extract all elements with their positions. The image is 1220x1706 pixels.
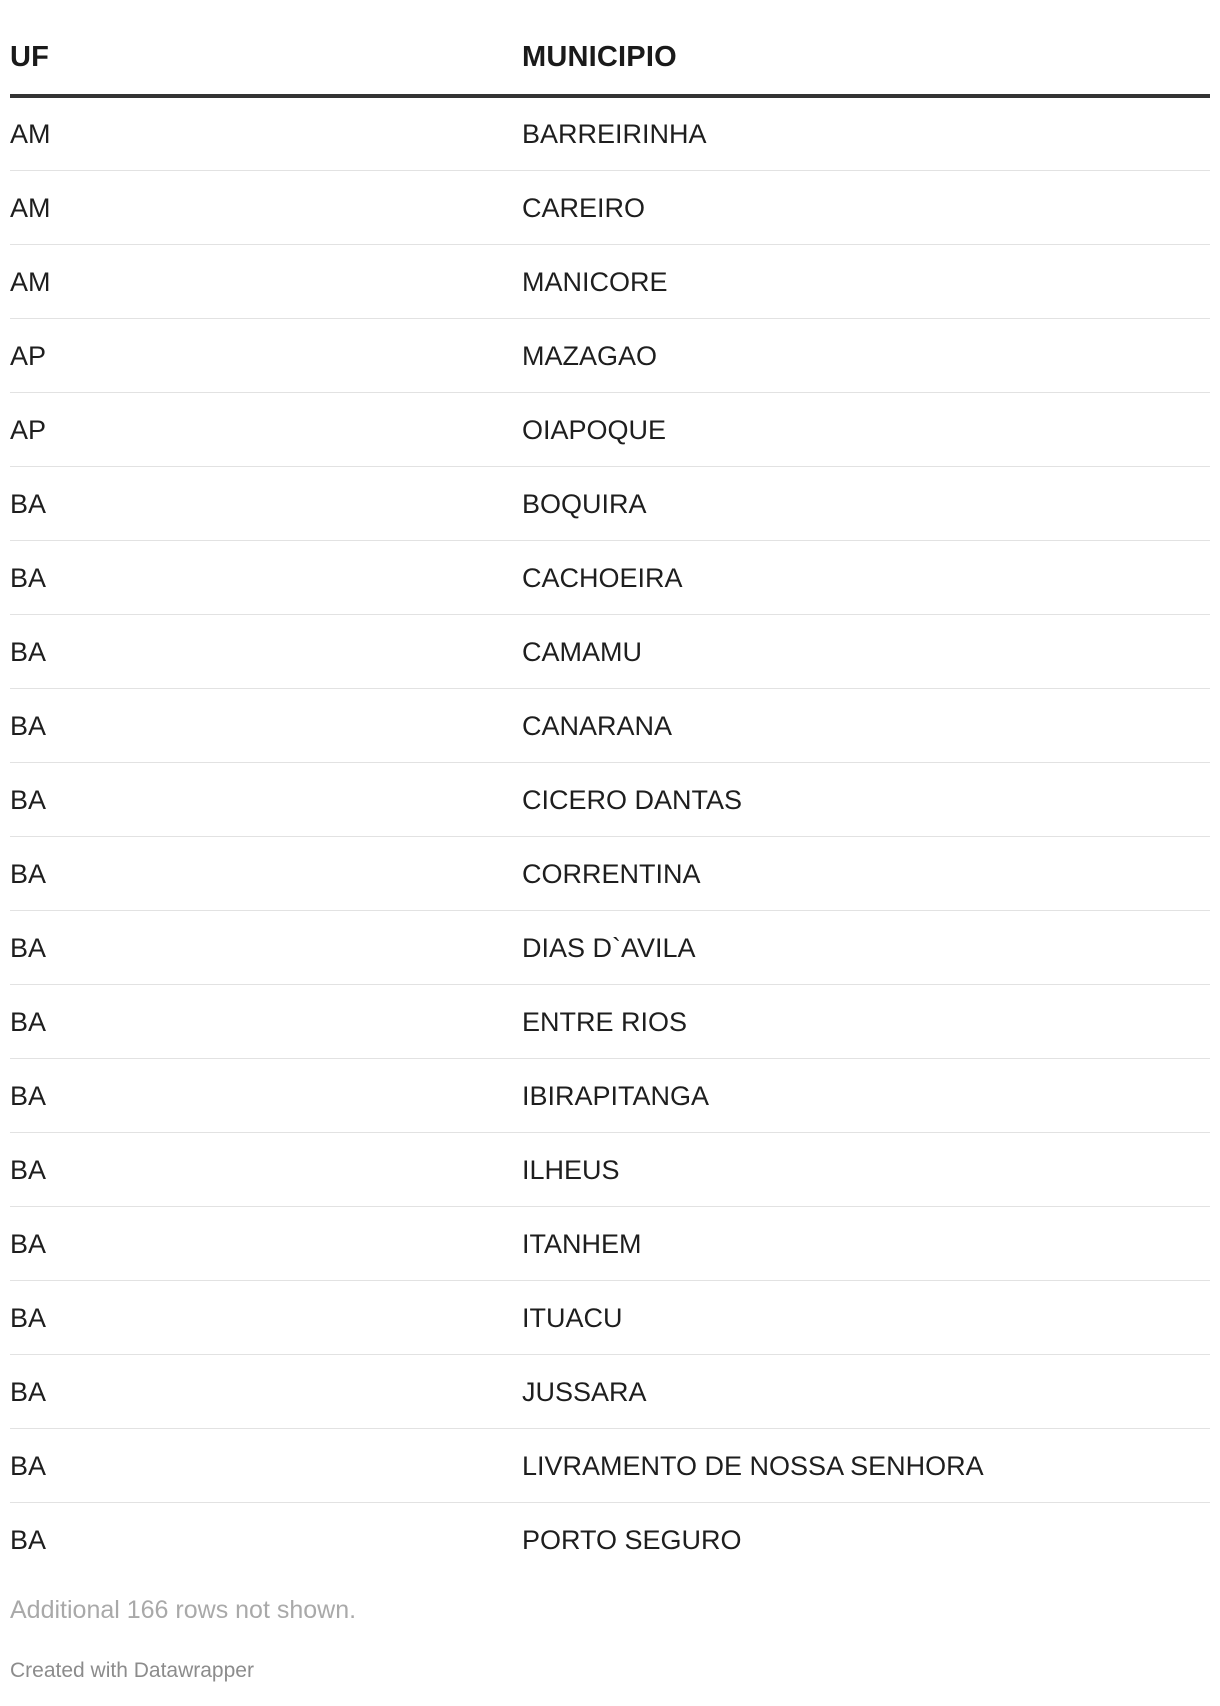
table-body: [10, 96, 1210, 1576]
cell-uf: AM: [10, 244, 522, 318]
cell-uf: BA: [10, 1206, 522, 1280]
cell-municipio: LIVRAMENTO DE NOSSA SENHORA: [522, 1428, 1210, 1502]
table-row: [10, 1280, 1210, 1354]
cell-municipio: IBIRAPITANGA: [522, 1058, 1210, 1132]
cell-municipio: MANICORE: [522, 244, 1210, 318]
cell-uf: BA: [10, 688, 522, 762]
table-row: [10, 1428, 1210, 1502]
table-row: [10, 1132, 1210, 1206]
cell-uf: AM: [10, 170, 522, 244]
column-header-uf[interactable]: UF: [10, 0, 522, 96]
table-row: [10, 614, 1210, 688]
cell-municipio: CAMAMU: [522, 614, 1210, 688]
table-row: [10, 170, 1210, 244]
table-row: [10, 688, 1210, 762]
rows-not-shown-note: Additional 166 rows not shown.: [10, 1596, 357, 1624]
table-row: [10, 244, 1210, 318]
table-row: [10, 1354, 1210, 1428]
table-row: [10, 910, 1210, 984]
table-row: [10, 540, 1210, 614]
table-row: [10, 96, 1210, 170]
cell-municipio: BARREIRINHA: [522, 96, 1210, 170]
cell-municipio: CACHOEIRA: [522, 540, 1210, 614]
cell-uf: BA: [10, 1280, 522, 1354]
cell-municipio: CORRENTINA: [522, 836, 1210, 910]
table-row: [10, 1502, 1210, 1576]
cell-uf: AP: [10, 318, 522, 392]
cell-uf: BA: [10, 836, 522, 910]
cell-municipio: JUSSARA: [522, 1354, 1210, 1428]
data-table: [10, 0, 1210, 1576]
cell-uf: AM: [10, 96, 522, 170]
cell-municipio: ENTRE RIOS: [522, 984, 1210, 1058]
cell-uf: BA: [10, 762, 522, 836]
datawrapper-credit-link[interactable]: Created with Datawrapper: [10, 1659, 254, 1682]
cell-municipio: ITANHEM: [522, 1206, 1210, 1280]
cell-municipio: BOQUIRA: [522, 466, 1210, 540]
table-row: [10, 984, 1210, 1058]
cell-uf: BA: [10, 540, 522, 614]
cell-municipio: DIAS D`AVILA: [522, 910, 1210, 984]
table-row: [10, 392, 1210, 466]
cell-uf: BA: [10, 1354, 522, 1428]
cell-uf: BA: [10, 910, 522, 984]
cell-municipio: CANARANA: [522, 688, 1210, 762]
column-header-municipio[interactable]: MUNICIPIO: [522, 0, 1210, 96]
cell-municipio: ILHEUS: [522, 1132, 1210, 1206]
table-row: [10, 836, 1210, 910]
cell-uf: BA: [10, 1132, 522, 1206]
cell-municipio: CICERO DANTAS: [522, 762, 1210, 836]
cell-uf: BA: [10, 466, 522, 540]
cell-municipio: OIAPOQUE: [522, 392, 1210, 466]
cell-uf: BA: [10, 984, 522, 1058]
table-row: [10, 1206, 1210, 1280]
cell-municipio: CAREIRO: [522, 170, 1210, 244]
cell-uf: BA: [10, 1058, 522, 1132]
cell-uf: BA: [10, 1428, 522, 1502]
table-row: [10, 1058, 1210, 1132]
cell-uf: AP: [10, 392, 522, 466]
cell-municipio: ITUACU: [522, 1280, 1210, 1354]
table-header-row: [10, 0, 1210, 96]
table-row: [10, 466, 1210, 540]
table-row: [10, 318, 1210, 392]
table-row: [10, 762, 1210, 836]
cell-municipio: MAZAGAO: [522, 318, 1210, 392]
cell-uf: BA: [10, 1524, 47, 1555]
cell-uf: BA: [10, 614, 522, 688]
cell-municipio: PORTO SEGURO: [522, 1524, 742, 1555]
